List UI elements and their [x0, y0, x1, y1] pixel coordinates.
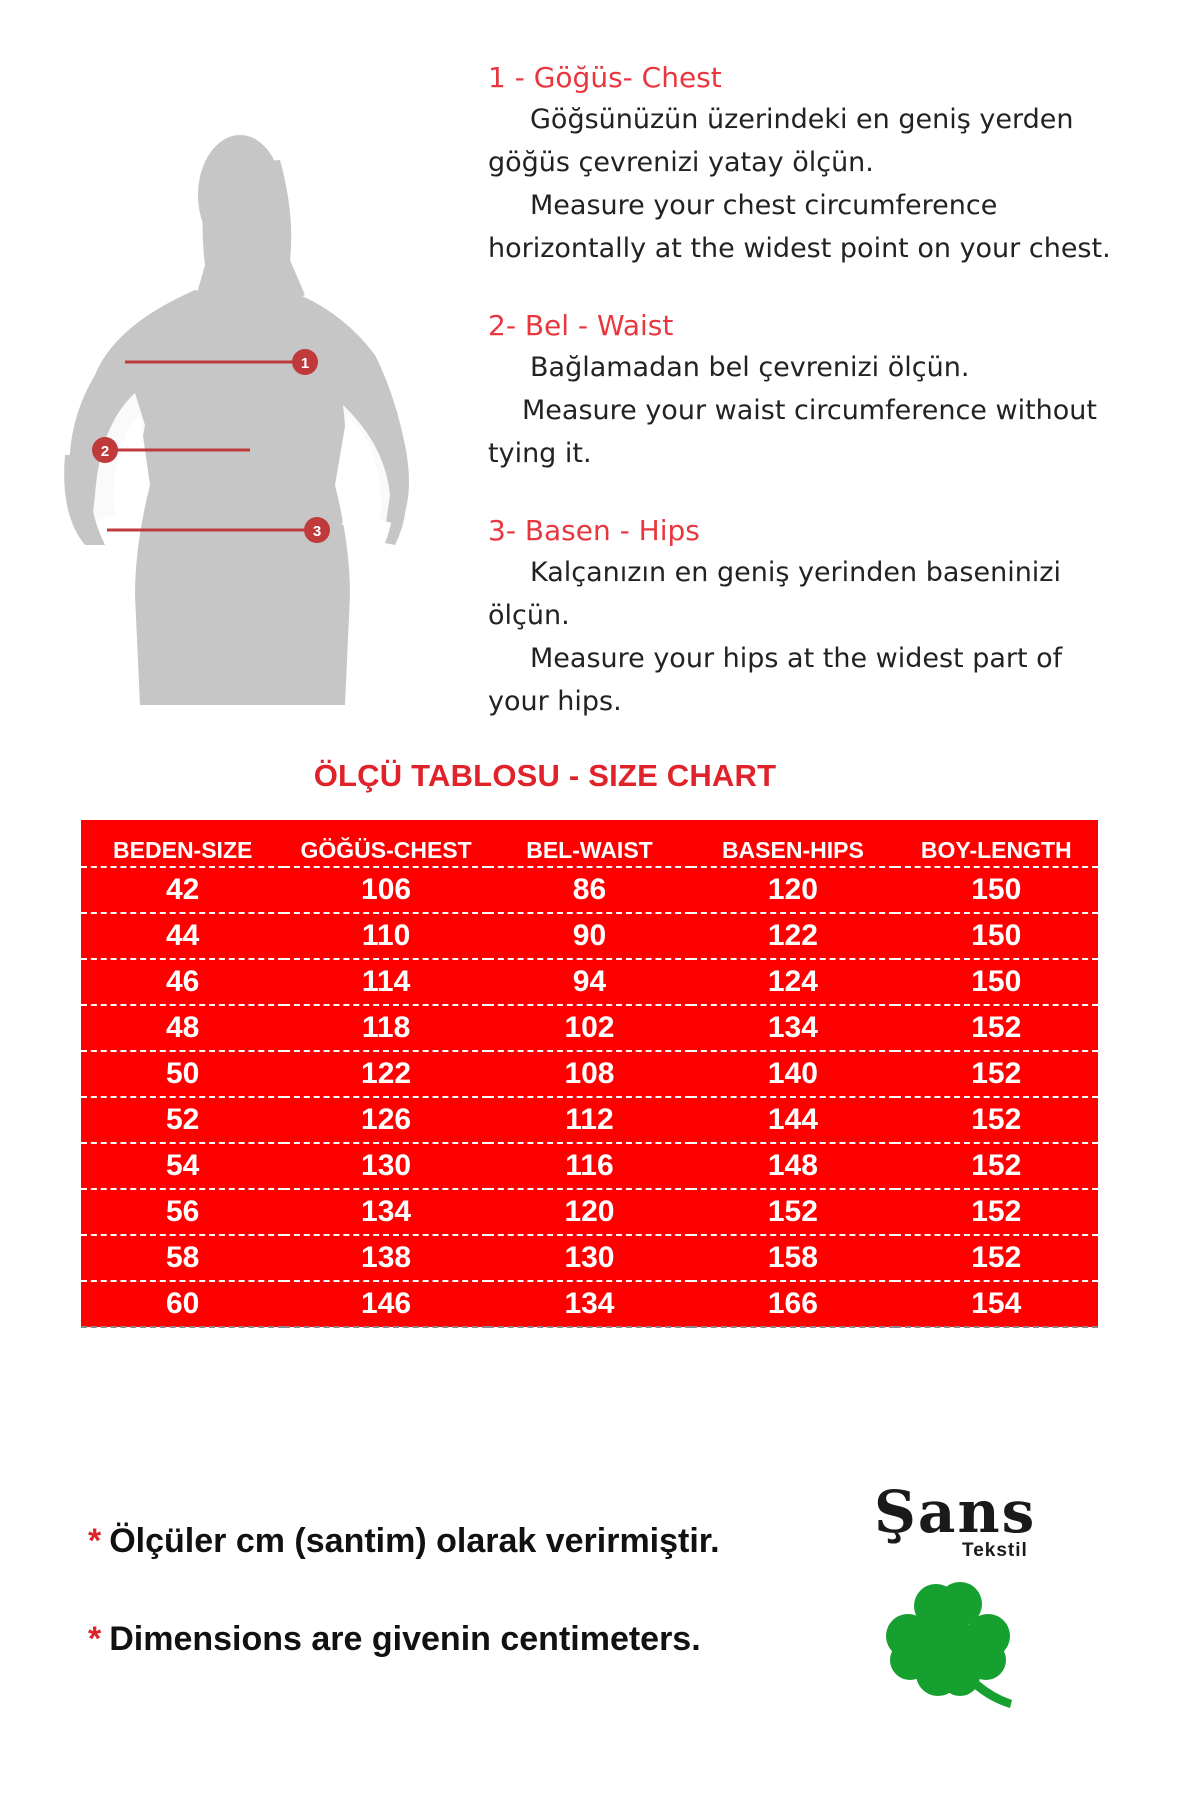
logo-name: Şans — [874, 1478, 1037, 1546]
table-row — [81, 959, 1098, 1005]
table-cell: 50 — [81, 1051, 284, 1097]
hips-en-line2: your hips. — [488, 686, 622, 717]
table-cell: 52 — [81, 1097, 284, 1143]
table-row — [81, 1235, 1098, 1281]
table-cell: 102 — [488, 1005, 691, 1051]
table-cell: 106 — [284, 867, 487, 913]
table-cell: 120 — [488, 1189, 691, 1235]
table-cell: 110 — [284, 913, 487, 959]
clover-icon — [886, 1578, 1026, 1718]
hips-title: 3- Basen - Hips — [488, 514, 700, 547]
size-chart-table — [81, 820, 1098, 1328]
logo-sub: Tekstil — [962, 1540, 1028, 1561]
hips-en-line1: Measure your hips at the widest part of — [530, 643, 1063, 674]
table-cell: 54 — [81, 1143, 284, 1189]
table-row — [81, 1189, 1098, 1235]
table-cell: 134 — [488, 1281, 691, 1327]
table-cell: 152 — [895, 1235, 1098, 1281]
table-cell: 56 — [81, 1189, 284, 1235]
marker-2: 2 — [100, 443, 110, 460]
table-cell: 48 — [81, 1005, 284, 1051]
table-cell: 134 — [284, 1189, 487, 1235]
table-cell: 152 — [691, 1189, 894, 1235]
table-cell: 158 — [691, 1235, 894, 1281]
table-cell: 144 — [691, 1097, 894, 1143]
table-cell: 46 — [81, 959, 284, 1005]
chest-en-line1: Measure your chest circumference — [530, 190, 998, 221]
table-cell: 140 — [691, 1051, 894, 1097]
table-cell: 152 — [895, 1189, 1098, 1235]
table-row — [81, 1097, 1098, 1143]
table-row — [81, 1005, 1098, 1051]
chest-section — [488, 58, 1178, 270]
hips-tr-line2: ölçün. — [488, 600, 570, 631]
waist-section — [488, 306, 1178, 475]
table-cell: 130 — [488, 1235, 691, 1281]
body-measurement-figure — [55, 125, 455, 715]
table-cell: 152 — [895, 1005, 1098, 1051]
table-row — [81, 913, 1098, 959]
table-cell: 150 — [895, 959, 1098, 1005]
table-cell: 152 — [895, 1097, 1098, 1143]
table-cell: 124 — [691, 959, 894, 1005]
table-cell: 148 — [691, 1143, 894, 1189]
table-cell: 58 — [81, 1235, 284, 1281]
table-cell: 138 — [284, 1235, 487, 1281]
table-cell: 116 — [488, 1143, 691, 1189]
size-chart-body — [81, 867, 1098, 1327]
table-cell: 60 — [81, 1281, 284, 1327]
sans-tekstil-logo — [866, 1478, 1066, 1718]
marker-1: 1 — [300, 355, 310, 372]
table-cell: 90 — [488, 913, 691, 959]
table-cell: 150 — [895, 867, 1098, 913]
table-cell: 146 — [284, 1281, 487, 1327]
table-cell: 94 — [488, 959, 691, 1005]
table-cell: 122 — [691, 913, 894, 959]
header-hips: BASEN-HIPS — [691, 820, 894, 867]
chest-tr-line1: Göğsünüzün üzerindeki en geniş yerden — [530, 104, 1074, 135]
waist-tr-line1: Bağlamadan bel çevrenizi ölçün. — [530, 352, 970, 383]
chest-title: 1 - Göğüs- Chest — [488, 61, 722, 94]
table-cell: 42 — [81, 867, 284, 913]
waist-en-line2: tying it. — [488, 438, 592, 469]
header-size: BEDEN-SIZE — [81, 820, 284, 867]
silhouette — [64, 135, 409, 705]
table-cell: 166 — [691, 1281, 894, 1327]
hips-section — [488, 511, 1178, 723]
table-cell: 108 — [488, 1051, 691, 1097]
table-row — [81, 1143, 1098, 1189]
chest-tr-line2: göğüs çevrenizi yatay ölçün. — [488, 147, 874, 178]
table-cell: 152 — [895, 1051, 1098, 1097]
measurement-instructions — [488, 58, 1178, 759]
waist-en-line1: Measure your waist circumference without — [522, 395, 1097, 426]
chest-en-line2: horizontally at the widest point on your chest. — [488, 233, 1111, 264]
note-units-en: * Dimensions are givenin centimeters. — [88, 1620, 701, 1658]
table-row — [81, 1051, 1098, 1097]
table-cell: 118 — [284, 1005, 487, 1051]
table-cell: 120 — [691, 867, 894, 913]
size-chart-header-row — [81, 820, 1098, 867]
table-row — [81, 867, 1098, 913]
hips-tr-line1: Kalçanızın en geniş yerinden baseninizi — [530, 557, 1061, 588]
table-cell: 152 — [895, 1143, 1098, 1189]
table-cell: 44 — [81, 913, 284, 959]
table-row — [81, 1281, 1098, 1327]
table-cell: 134 — [691, 1005, 894, 1051]
table-cell: 130 — [284, 1143, 487, 1189]
marker-3: 3 — [312, 523, 322, 540]
table-cell: 150 — [895, 913, 1098, 959]
table-cell: 86 — [488, 867, 691, 913]
table-cell: 126 — [284, 1097, 487, 1143]
waist-title: 2- Bel - Waist — [488, 309, 674, 342]
size-chart-title: ÖLÇÜ TABLOSU - SIZE CHART — [313, 758, 777, 793]
header-chest: GÖĞÜS-CHEST — [284, 820, 487, 867]
note-units-tr: * Ölçüler cm (santim) olarak verirmiştir. — [88, 1522, 720, 1560]
table-cell: 122 — [284, 1051, 487, 1097]
header-waist: BEL-WAIST — [488, 820, 691, 867]
table-cell: 112 — [488, 1097, 691, 1143]
table-cell: 154 — [895, 1281, 1098, 1327]
table-right-border — [1098, 820, 1100, 1328]
header-length: BOY-LENGTH — [895, 820, 1098, 867]
table-cell: 114 — [284, 959, 487, 1005]
